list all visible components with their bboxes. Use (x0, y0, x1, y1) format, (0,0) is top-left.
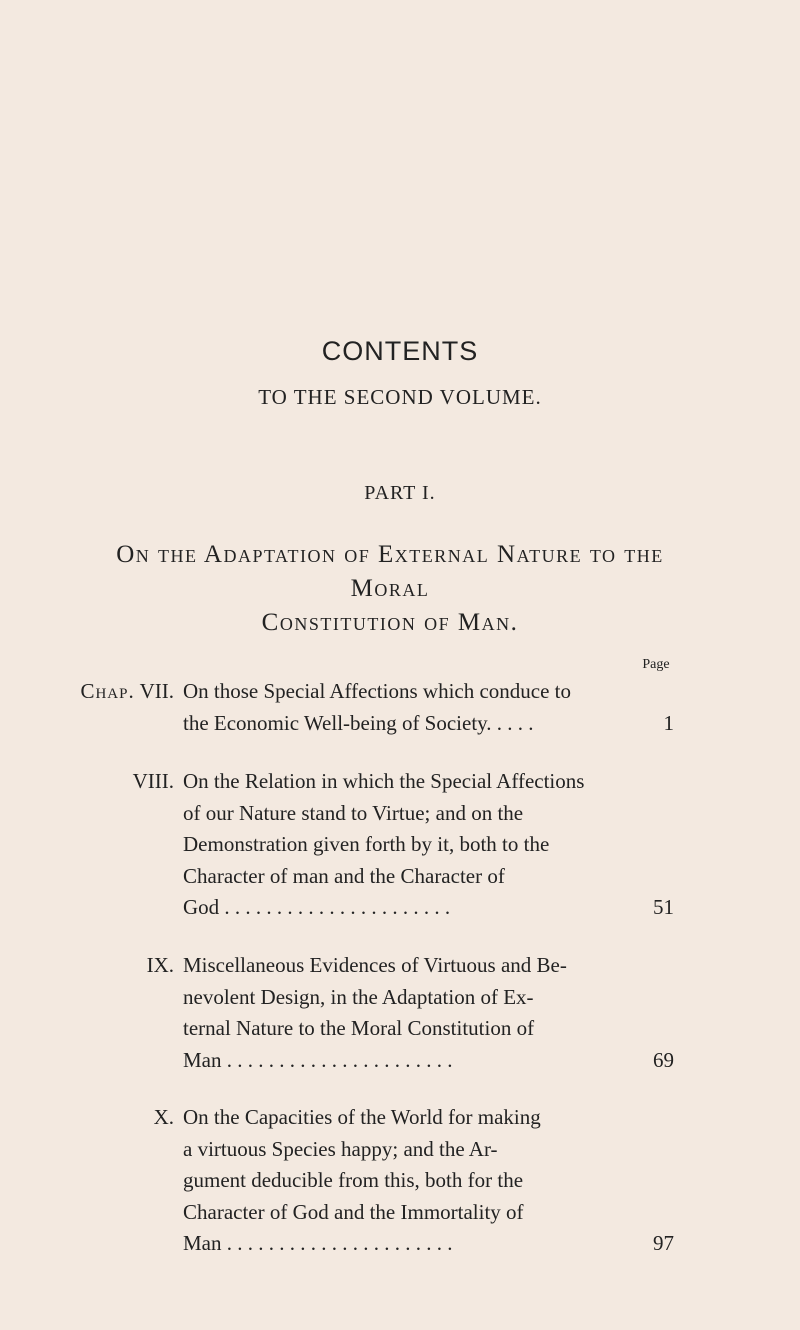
chapter-title-line: On the Capacities of the World for making (183, 1105, 541, 1129)
page-title: CONTENTS (321, 336, 479, 366)
chapter-title-line: Character of man and the Character of (183, 863, 505, 888)
chapter-title-line: Miscellaneous Evidences of Virtuous and Be- (183, 953, 567, 977)
chapter-title-line: God . . . . . . . . . . . . . . . . . . . . . . (183, 895, 451, 919)
chapter-title-line: On the Relation in which the Special Affections (183, 769, 585, 793)
part-subject-line-2: Constitution of Man. (261, 609, 519, 636)
page-subtitle: TO THE SECOND VOLUME. (258, 385, 542, 409)
chapter-title-line: Demonstration given forth by it, both to the (183, 832, 550, 856)
page-number: 1 (663, 710, 674, 735)
part-heading: PART I. (364, 482, 436, 504)
page-number: 69 (653, 1047, 674, 1072)
chapter-title-line: a virtuous Species happy; and the Ar- (183, 1136, 498, 1161)
chapter-number: VIII. (132, 769, 174, 793)
chapter-prefix: Chap. (80, 679, 135, 703)
chapter-number: X. (153, 1105, 174, 1129)
chapter-roman: VII. (139, 679, 174, 703)
page-number: 51 (653, 895, 674, 919)
chapter-title (183, 676, 628, 739)
chapter-number: IX. (146, 953, 174, 977)
chapter-title-line: of our Nature stand to Virtue; and on the (183, 800, 524, 825)
chapter-title-line: Man . . . . . . . . . . . . . . . . . . . . . . (183, 1231, 453, 1255)
part-subject-line-1: On the Adaptation of External Nature to the Moral (116, 541, 664, 602)
page-number: 97 (653, 1231, 674, 1255)
chapter-title (183, 1102, 628, 1260)
chapter-title-line: On those Special Affections which conduce to (183, 679, 572, 703)
chapter-title-line: gument deducible from this, both for the (183, 1168, 524, 1192)
chapter-title-line: Character of God and the Immortality of (183, 1199, 524, 1224)
chapter-title (183, 950, 628, 1076)
chapter-title (183, 766, 628, 924)
chapter-number (60, 676, 174, 707)
chapter-title-line: ternal Nature to the Moral Constitution of (183, 1016, 535, 1040)
chapter-title-line: Man . . . . . . . . . . . . . . . . . . . . . . (183, 1047, 453, 1072)
chapter-title-line: the Economic Well-being of Society. . . . . (183, 710, 534, 735)
chapter-title-line: nevolent Design, in the Adaptation of Ex- (183, 984, 534, 1009)
part-subject (80, 538, 700, 640)
page-column-label: Page (642, 657, 670, 672)
